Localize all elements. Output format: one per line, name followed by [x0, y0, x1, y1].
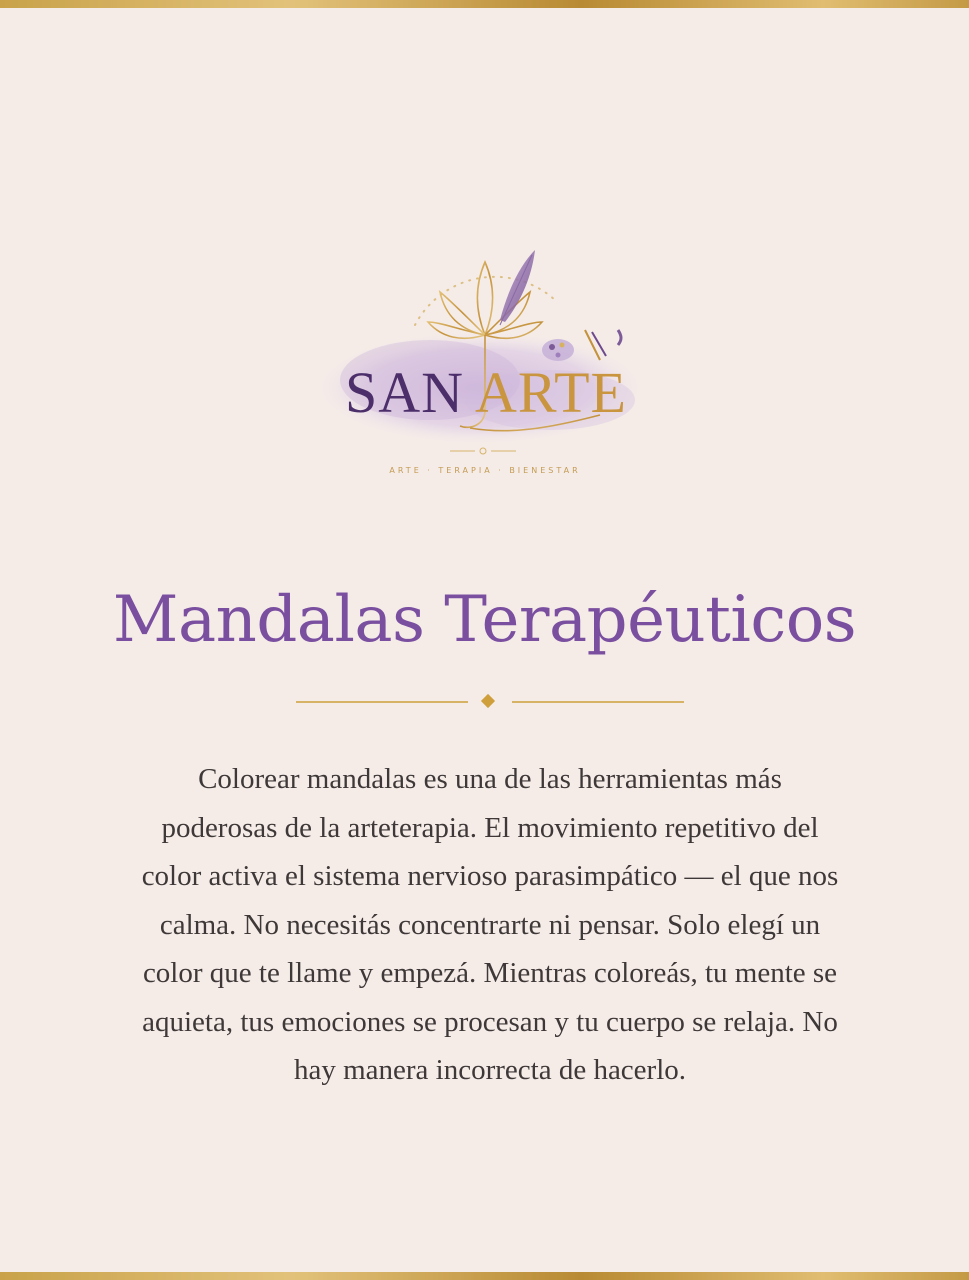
- divider-line-right: [512, 701, 684, 703]
- page-title: Mandalas Terapéuticos: [112, 583, 857, 657]
- description-paragraph: Colorear mandalas es una de las herramientas más poderosas de la arteterapia. El movimiento repetitivo del color activa el sistema nervioso parasimpático — el que nos calma. No necesitás concentrarte ni pensar. Solo elegí un color que te llame y empezá. Mientras coloreás, tu mente se aquieta, tus emociones se procesan y tu cuerpo se relaja. No hay manera incorrecta de hacerlo.: [141, 763, 839, 1086]
- bottom-gold-border: [0, 1272, 969, 1280]
- gold-divider: [296, 692, 684, 712]
- divider-line-left: [296, 701, 468, 703]
- sanarte-logo: [300, 230, 670, 490]
- svg-text:ARTE · TERAPIA · BIENESTAR: ARTE · TERAPIA · BIENESTAR: [389, 466, 581, 475]
- svg-text:SAN: SAN: [345, 360, 465, 425]
- svg-text:ARTE: ARTE: [475, 360, 627, 425]
- divider-diamond-icon: [481, 694, 495, 708]
- top-gold-border: [0, 0, 969, 8]
